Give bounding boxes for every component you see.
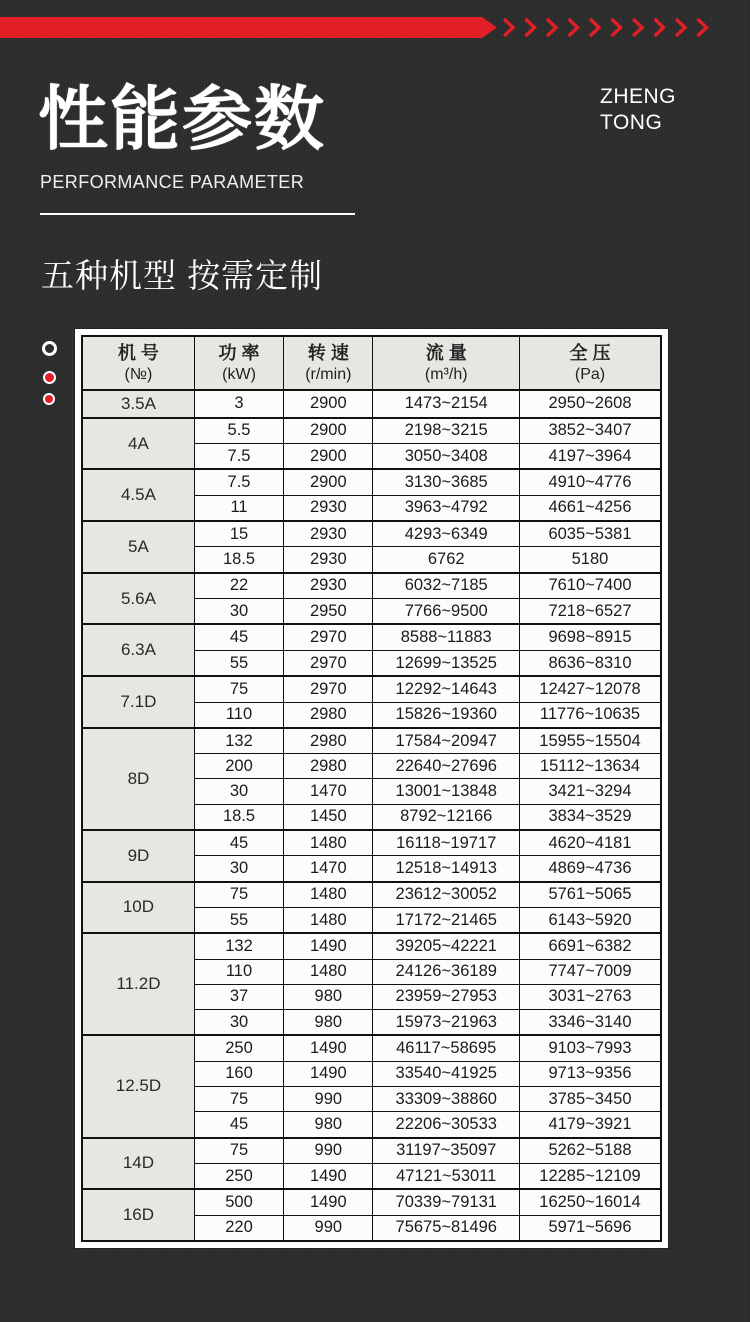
table-cell: 1470 (284, 856, 373, 882)
table-cell: 37 (194, 984, 283, 1009)
model-cell: 7.1D (82, 676, 194, 728)
header-name: 流 量 (425, 343, 467, 363)
table-row (82, 573, 661, 599)
table-cell: 13001~13848 (373, 779, 520, 804)
table-row (82, 418, 661, 444)
model-cell: 3.5A (82, 390, 194, 418)
table-cell: 2900 (284, 390, 373, 418)
table-cell: 12292~14643 (373, 676, 520, 702)
bullet-ring-icon (42, 341, 57, 356)
table-cell: 3421~3294 (519, 779, 661, 804)
header-unit: (r/min) (305, 366, 352, 383)
table-cell: 75675~81496 (373, 1215, 520, 1241)
table-cell: 5180 (519, 547, 661, 573)
title-underline (40, 213, 355, 215)
table-cell: 2900 (284, 444, 373, 470)
table-cell: 2970 (284, 676, 373, 702)
table-cell: 500 (194, 1189, 283, 1215)
table-cell: 1490 (284, 1061, 373, 1086)
table-cell: 22206~30533 (373, 1112, 520, 1138)
table-cell: 12518~14913 (373, 856, 520, 882)
table-cell: 11776~10635 (519, 702, 661, 728)
table-cell: 9698~8915 (519, 624, 661, 650)
table-cell: 1490 (284, 1189, 373, 1215)
table-cell: 4179~3921 (519, 1112, 661, 1138)
table-cell: 7747~7009 (519, 959, 661, 984)
table-cell: 5971~5696 (519, 1215, 661, 1241)
spec-table-body (82, 390, 661, 1241)
table-cell: 16118~19717 (373, 830, 520, 856)
table-header-cell (519, 336, 661, 390)
table-row (82, 676, 661, 702)
model-cell: 4.5A (82, 469, 194, 521)
table-row (82, 728, 661, 754)
model-cell: 16D (82, 1189, 194, 1241)
table-row (82, 469, 661, 495)
table-cell: 4197~3964 (519, 444, 661, 470)
table-cell: 1480 (284, 830, 373, 856)
table-cell: 2980 (284, 728, 373, 754)
table-cell: 2950 (284, 599, 373, 625)
table-cell: 22 (194, 573, 283, 599)
table-cell: 8792~12166 (373, 804, 520, 830)
table-cell: 30 (194, 1010, 283, 1036)
table-cell: 6035~5381 (519, 521, 661, 547)
table-cell: 990 (284, 1138, 373, 1164)
table-cell: 110 (194, 959, 283, 984)
table-cell: 2900 (284, 469, 373, 495)
header-name: 机 号 (117, 343, 159, 363)
table-cell: 6691~6382 (519, 933, 661, 959)
table-cell: 9103~7993 (519, 1035, 661, 1061)
table-cell: 12427~12078 (519, 676, 661, 702)
table-cell: 110 (194, 702, 283, 728)
table-cell: 2198~3215 (373, 418, 520, 444)
table-row (82, 1138, 661, 1164)
table-cell: 3834~3529 (519, 804, 661, 830)
table-cell: 3852~3407 (519, 418, 661, 444)
table-cell: 2900 (284, 418, 373, 444)
table-cell: 8588~11883 (373, 624, 520, 650)
table-cell: 6032~7185 (373, 573, 520, 599)
table-cell: 200 (194, 754, 283, 779)
page-title: 性能参数 (38, 80, 326, 158)
table-cell: 5.5 (194, 418, 283, 444)
table-cell: 15 (194, 521, 283, 547)
table-header-cell (284, 336, 373, 390)
table-cell: 6762 (373, 547, 520, 573)
table-cell: 46117~58695 (373, 1035, 520, 1061)
model-cell: 8D (82, 728, 194, 830)
table-cell: 250 (194, 1163, 283, 1189)
table-cell: 45 (194, 830, 283, 856)
table-cell: 15112~13634 (519, 754, 661, 779)
bullet-dot-icon (43, 371, 56, 384)
table-cell: 30 (194, 599, 283, 625)
table-row (82, 1189, 661, 1215)
table-cell: 12699~13525 (373, 650, 520, 676)
table-cell: 4910~4776 (519, 469, 661, 495)
table-cell: 11 (194, 495, 283, 521)
table-cell: 5761~5065 (519, 882, 661, 908)
table-cell: 990 (284, 1215, 373, 1241)
table-row (82, 624, 661, 650)
table-cell: 980 (284, 1112, 373, 1138)
table-cell: 220 (194, 1215, 283, 1241)
table-cell: 7610~7400 (519, 573, 661, 599)
table-cell: 15973~21963 (373, 1010, 520, 1036)
header-unit: (Pa) (574, 366, 606, 383)
model-cell: 14D (82, 1138, 194, 1190)
table-cell: 70339~79131 (373, 1189, 520, 1215)
table-cell: 1473~2154 (373, 390, 520, 418)
model-cell: 9D (82, 830, 194, 882)
table-row (82, 882, 661, 908)
table-cell: 132 (194, 728, 283, 754)
model-cell: 10D (82, 882, 194, 934)
header-name: 功 率 (218, 343, 260, 363)
table-cell: 4661~4256 (519, 495, 661, 521)
table-cell: 30 (194, 779, 283, 804)
table-cell: 7218~6527 (519, 599, 661, 625)
table-row (82, 521, 661, 547)
table-cell: 1490 (284, 1035, 373, 1061)
table-cell: 3130~3685 (373, 469, 520, 495)
table-cell: 75 (194, 1138, 283, 1164)
table-cell: 16250~16014 (519, 1189, 661, 1215)
table-cell: 6143~5920 (519, 907, 661, 933)
table-cell: 3050~3408 (373, 444, 520, 470)
table-cell: 15826~19360 (373, 702, 520, 728)
table-cell: 23612~30052 (373, 882, 520, 908)
table-cell: 250 (194, 1035, 283, 1061)
table-cell: 3031~2763 (519, 984, 661, 1009)
table-cell: 5262~5188 (519, 1138, 661, 1164)
table-cell: 12285~12109 (519, 1163, 661, 1189)
table-row (82, 1035, 661, 1061)
page-title-en: PERFORMANCE PARAMETER (40, 172, 305, 192)
table-cell: 3346~3140 (519, 1010, 661, 1036)
brand-text (600, 84, 676, 136)
table-cell: 18.5 (194, 547, 283, 573)
table-cell: 2980 (284, 702, 373, 728)
table-cell: 1450 (284, 804, 373, 830)
table-cell: 4293~6349 (373, 521, 520, 547)
model-cell: 11.2D (82, 933, 194, 1035)
table-cell: 2980 (284, 754, 373, 779)
table-cell: 30 (194, 856, 283, 882)
table-cell: 2970 (284, 624, 373, 650)
table-cell: 8636~8310 (519, 650, 661, 676)
table-header-cell (194, 336, 283, 390)
table-cell: 1470 (284, 779, 373, 804)
section-subtitle: 五种机型 按需定制 (41, 257, 324, 294)
table-cell: 3 (194, 390, 283, 418)
table-cell: 1490 (284, 933, 373, 959)
table-cell: 3785~3450 (519, 1086, 661, 1111)
model-cell: 6.3A (82, 624, 194, 676)
table-cell: 2930 (284, 495, 373, 521)
table-cell: 132 (194, 933, 283, 959)
table-cell: 980 (284, 984, 373, 1009)
table-cell: 33309~38860 (373, 1086, 520, 1111)
table-cell: 1480 (284, 959, 373, 984)
top-red-bar (0, 17, 497, 38)
table-row (82, 390, 661, 418)
table-cell: 7766~9500 (373, 599, 520, 625)
table-cell: 7.5 (194, 469, 283, 495)
model-cell: 12.5D (82, 1035, 194, 1137)
table-row (82, 933, 661, 959)
table-cell: 39205~42221 (373, 933, 520, 959)
table-header-cell (82, 336, 194, 390)
header-unit: (kW) (222, 366, 256, 383)
brand-line1: ZHENG (600, 85, 676, 108)
table-cell: 17172~21465 (373, 907, 520, 933)
header-unit: (№) (124, 366, 153, 383)
table-cell: 17584~20947 (373, 728, 520, 754)
table-cell: 75 (194, 676, 283, 702)
table-cell: 75 (194, 882, 283, 908)
table-cell: 9713~9356 (519, 1061, 661, 1086)
spec-table (81, 335, 662, 1242)
brand-line2: TONG (600, 111, 663, 134)
bullet-dot-icon (43, 393, 55, 405)
table-cell: 4869~4736 (519, 856, 661, 882)
table-cell: 45 (194, 1112, 283, 1138)
table-row (82, 830, 661, 856)
header-name: 转 速 (307, 343, 349, 363)
header-name: 全 压 (569, 343, 611, 363)
table-cell: 990 (284, 1086, 373, 1111)
model-cell: 5.6A (82, 573, 194, 625)
table-cell: 4620~4181 (519, 830, 661, 856)
table-cell: 31197~35097 (373, 1138, 520, 1164)
table-cell: 47121~53011 (373, 1163, 520, 1189)
table-cell: 2950~2608 (519, 390, 661, 418)
table-cell: 45 (194, 624, 283, 650)
table-cell: 3963~4792 (373, 495, 520, 521)
table-cell: 2930 (284, 573, 373, 599)
table-cell: 75 (194, 1086, 283, 1111)
table-header-row (82, 336, 661, 390)
table-cell: 2930 (284, 547, 373, 573)
table-header-cell (373, 336, 520, 390)
table-cell: 15955~15504 (519, 728, 661, 754)
table-cell: 2970 (284, 650, 373, 676)
table-cell: 33540~41925 (373, 1061, 520, 1086)
model-cell: 5A (82, 521, 194, 573)
table-cell: 2930 (284, 521, 373, 547)
table-cell: 980 (284, 1010, 373, 1036)
spec-table-panel (75, 329, 668, 1248)
table-cell: 55 (194, 650, 283, 676)
table-cell: 55 (194, 907, 283, 933)
spec-table-head (82, 336, 661, 390)
table-cell: 1480 (284, 907, 373, 933)
table-cell: 18.5 (194, 804, 283, 830)
header-unit: (m³/h) (424, 366, 468, 383)
table-cell: 160 (194, 1061, 283, 1086)
table-cell: 24126~36189 (373, 959, 520, 984)
model-cell: 4A (82, 418, 194, 470)
table-cell: 1480 (284, 882, 373, 908)
table-cell: 23959~27953 (373, 984, 520, 1009)
table-cell: 7.5 (194, 444, 283, 470)
chevron-right-icons (502, 15, 718, 40)
table-cell: 1490 (284, 1163, 373, 1189)
table-cell: 22640~27696 (373, 754, 520, 779)
